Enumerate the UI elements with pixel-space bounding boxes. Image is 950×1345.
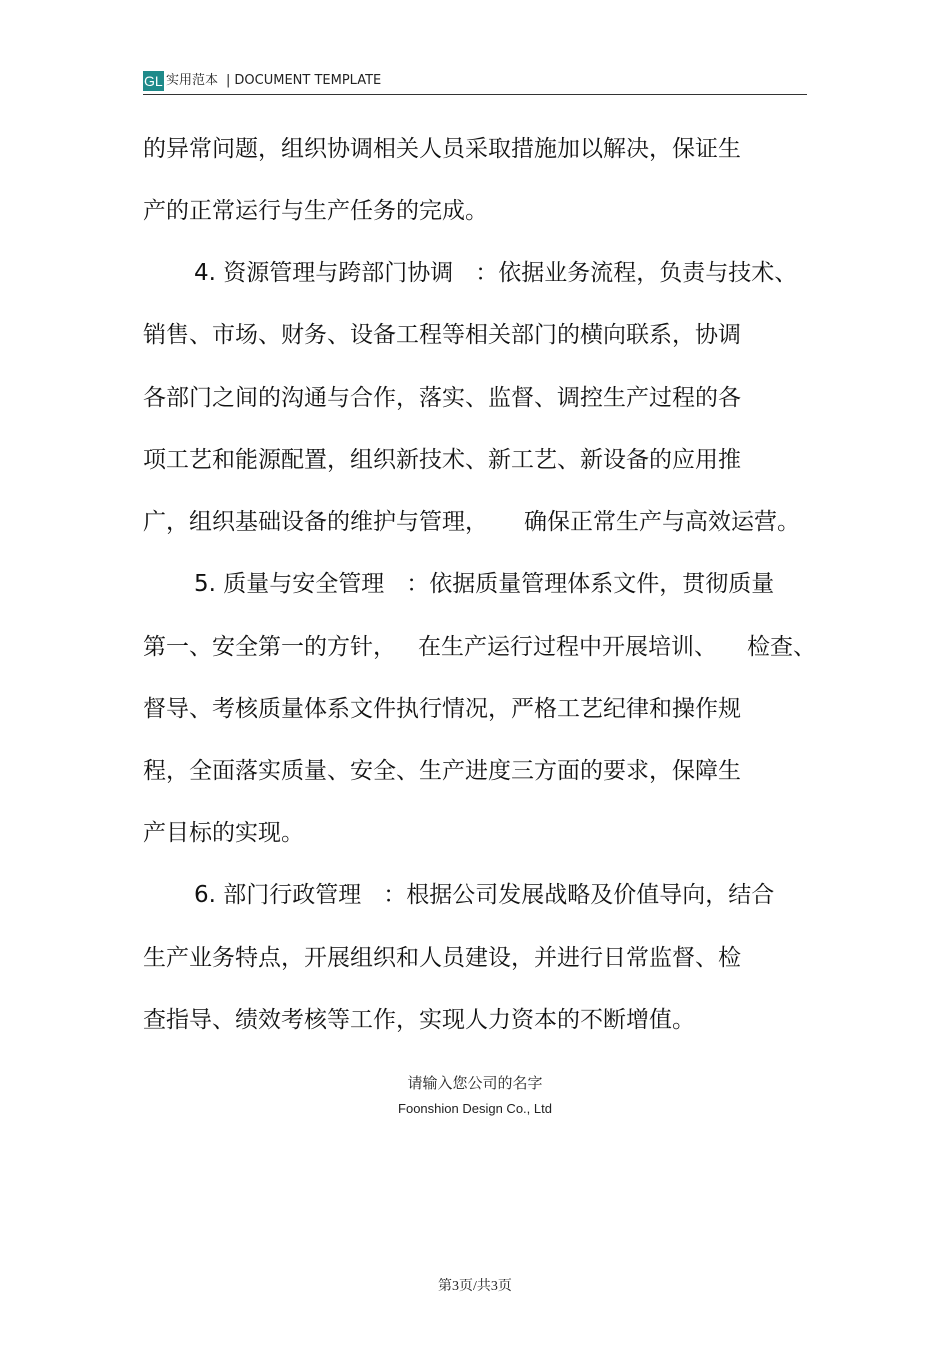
section-4-title: 4. 资源管理与跨部门协调 (194, 260, 454, 286)
body-line-6: 项工艺和能源配置，组织新技术、新工艺、新设备的应用推 (143, 447, 741, 473)
body-line-7 (143, 507, 800, 537)
section-4-heading-line (194, 258, 797, 288)
body-line-9 (143, 632, 816, 662)
body-line-14: 生产业务特点，开展组织和人员建设，并进行日常监督、检 (143, 945, 741, 971)
page-number: 第3页/共3页 (438, 1279, 512, 1294)
body-line-10: 督导、考核质量体系文件执行情况，严格工艺纪律和操作规 (143, 696, 741, 722)
company-name-cn: 请输入您公司的名字 (407, 1074, 543, 1092)
section-6-heading-line (194, 880, 774, 910)
section-6-title: 6. 部门行政管理 (194, 882, 362, 908)
body-line-9b: 在生产运行过程中开展培训、 (418, 634, 717, 660)
company-name-en: Foonshion Design Co., Ltd (398, 1101, 552, 1116)
body-line-1: 的异常问题，组织协调相关人员采取措施加以解决，保证生 (143, 136, 741, 162)
page-header (143, 68, 807, 95)
body-line-9c: 检查、 (747, 634, 816, 660)
body-line-7a: 广，组织基础设备的维护与管理， (143, 509, 488, 535)
section-5-text: ：依据质量管理体系文件，贯彻质量 (406, 571, 775, 597)
body-line-4: 销售、市场、财务、设备工程等相关部门的横向联系，协调 (143, 322, 741, 348)
section-5-title: 5. 质量与安全管理 (194, 571, 385, 597)
body-line-7b: 确保正常生产与高效运营。 (524, 509, 800, 535)
section-6-text: ：根据公司发展战略及价值导向，结合 (383, 882, 775, 908)
header-subtitle: DOCUMENT TEMPLATE (234, 73, 382, 88)
section-4-text: ：依据业务流程，负责与技术、 (475, 260, 798, 286)
section-5-heading-line (194, 569, 774, 599)
body-line-9a: 第一、安全第一的方针， (143, 634, 396, 660)
header-separator: | (226, 73, 231, 88)
body-line-2: 产的正常运行与生产任务的完成。 (143, 198, 488, 224)
header-title (166, 71, 381, 91)
gl-logo: GL (144, 73, 163, 89)
body-line-5: 各部门之间的沟通与合作，落实、监督、调控生产过程的各 (143, 385, 741, 411)
body-line-15: 查指导、绩效考核等工作，实现人力资本的不断增值。 (143, 1007, 695, 1033)
body-line-11: 程，全面落实质量、安全、生产进度三方面的要求，保障生 (143, 758, 741, 784)
header-title-cn: 实用范本 (166, 73, 219, 88)
body-line-12: 产目标的实现。 (143, 820, 304, 846)
